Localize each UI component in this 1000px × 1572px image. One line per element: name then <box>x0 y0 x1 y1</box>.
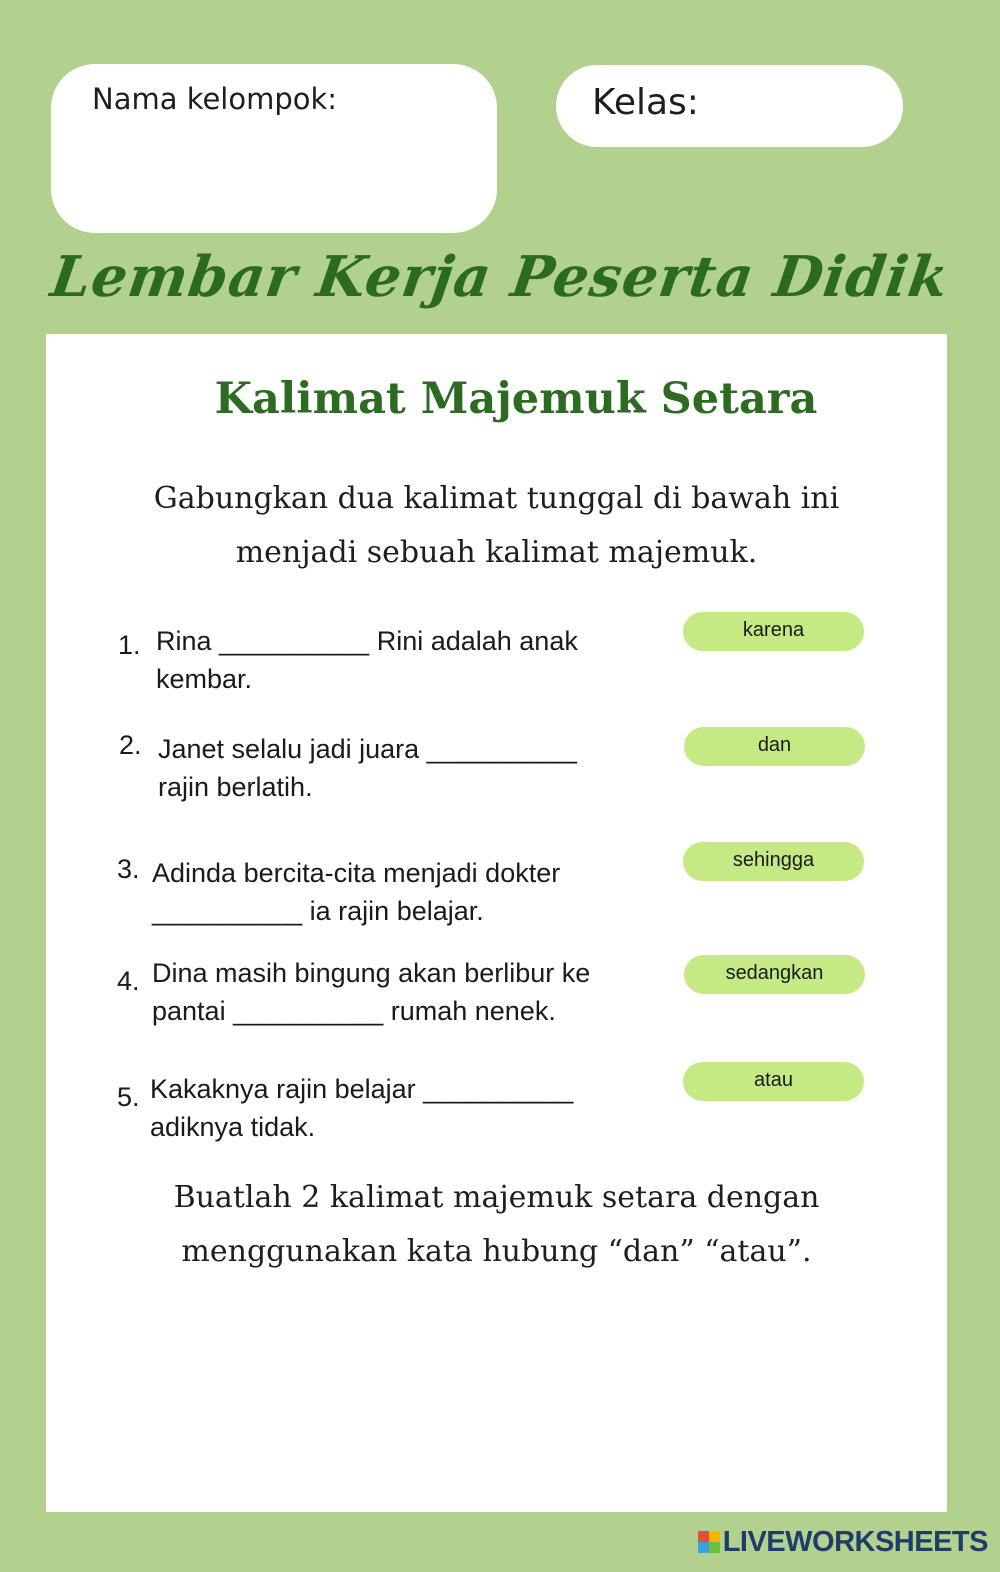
question-number: 2. <box>119 730 142 760</box>
question-text <box>150 1070 620 1146</box>
question-text <box>152 954 622 1030</box>
closing-line-2: menggunakan kata hubung “dan” “atau”. <box>181 1234 812 1269</box>
instruction-line-2: menjadi sebuah kalimat majemuk. <box>235 535 758 570</box>
option-sedangkan[interactable]: sedangkan <box>684 955 865 994</box>
instruction <box>46 472 947 580</box>
liveworksheets-logo-icon <box>698 1531 720 1553</box>
closing-instruction <box>46 1171 947 1279</box>
class-box[interactable] <box>556 65 903 147</box>
worksheet-title: Lembar Kerja Peserta Didik <box>46 244 954 310</box>
option-karena[interactable]: karena <box>683 612 864 651</box>
question-line: pantai __________ rumah nenek. <box>152 996 556 1026</box>
brand-name: LIVEWORKSHEETS <box>722 1525 988 1558</box>
question-number: 4. <box>117 966 140 996</box>
question-number: 5. <box>117 1082 140 1112</box>
question-number: 3. <box>117 854 140 884</box>
closing-line-1: Buatlah 2 kalimat majemuk setara dengan <box>173 1180 820 1215</box>
question-line: Kakaknya rajin belajar __________ <box>150 1074 574 1104</box>
question-line: rajin berlatih. <box>158 772 313 802</box>
question-text <box>156 622 626 698</box>
question-line: Janet selalu jadi juara __________ <box>158 734 577 764</box>
question-line: Rina __________ Rini adalah anak <box>156 626 578 656</box>
question-text <box>152 854 622 930</box>
question-line: adiknya tidak. <box>150 1112 316 1142</box>
option-sehingga[interactable]: sehingga <box>683 842 864 881</box>
option-atau[interactable]: atau <box>683 1062 864 1101</box>
group-name-box[interactable] <box>51 64 497 233</box>
question-number: 1. <box>118 630 141 660</box>
class-label: Kelas: <box>592 82 699 123</box>
liveworksheets-brand[interactable] <box>698 1524 988 1560</box>
instruction-line-1: Gabungkan dua kalimat tunggal di bawah ini <box>153 481 840 516</box>
question-line: Adinda bercita-cita menjadi dokter <box>152 858 561 888</box>
option-dan[interactable]: dan <box>684 727 865 766</box>
worksheet-panel <box>46 334 947 1512</box>
topic-title: Kalimat Majemuk Setara <box>214 374 818 424</box>
question-line: __________ ia rajin belajar. <box>152 896 484 926</box>
question-text <box>158 730 628 806</box>
question-line: kembar. <box>156 664 253 694</box>
group-name-label: Nama kelompok: <box>92 82 338 116</box>
question-line: Dina masih bingung akan berlibur ke <box>152 958 591 988</box>
